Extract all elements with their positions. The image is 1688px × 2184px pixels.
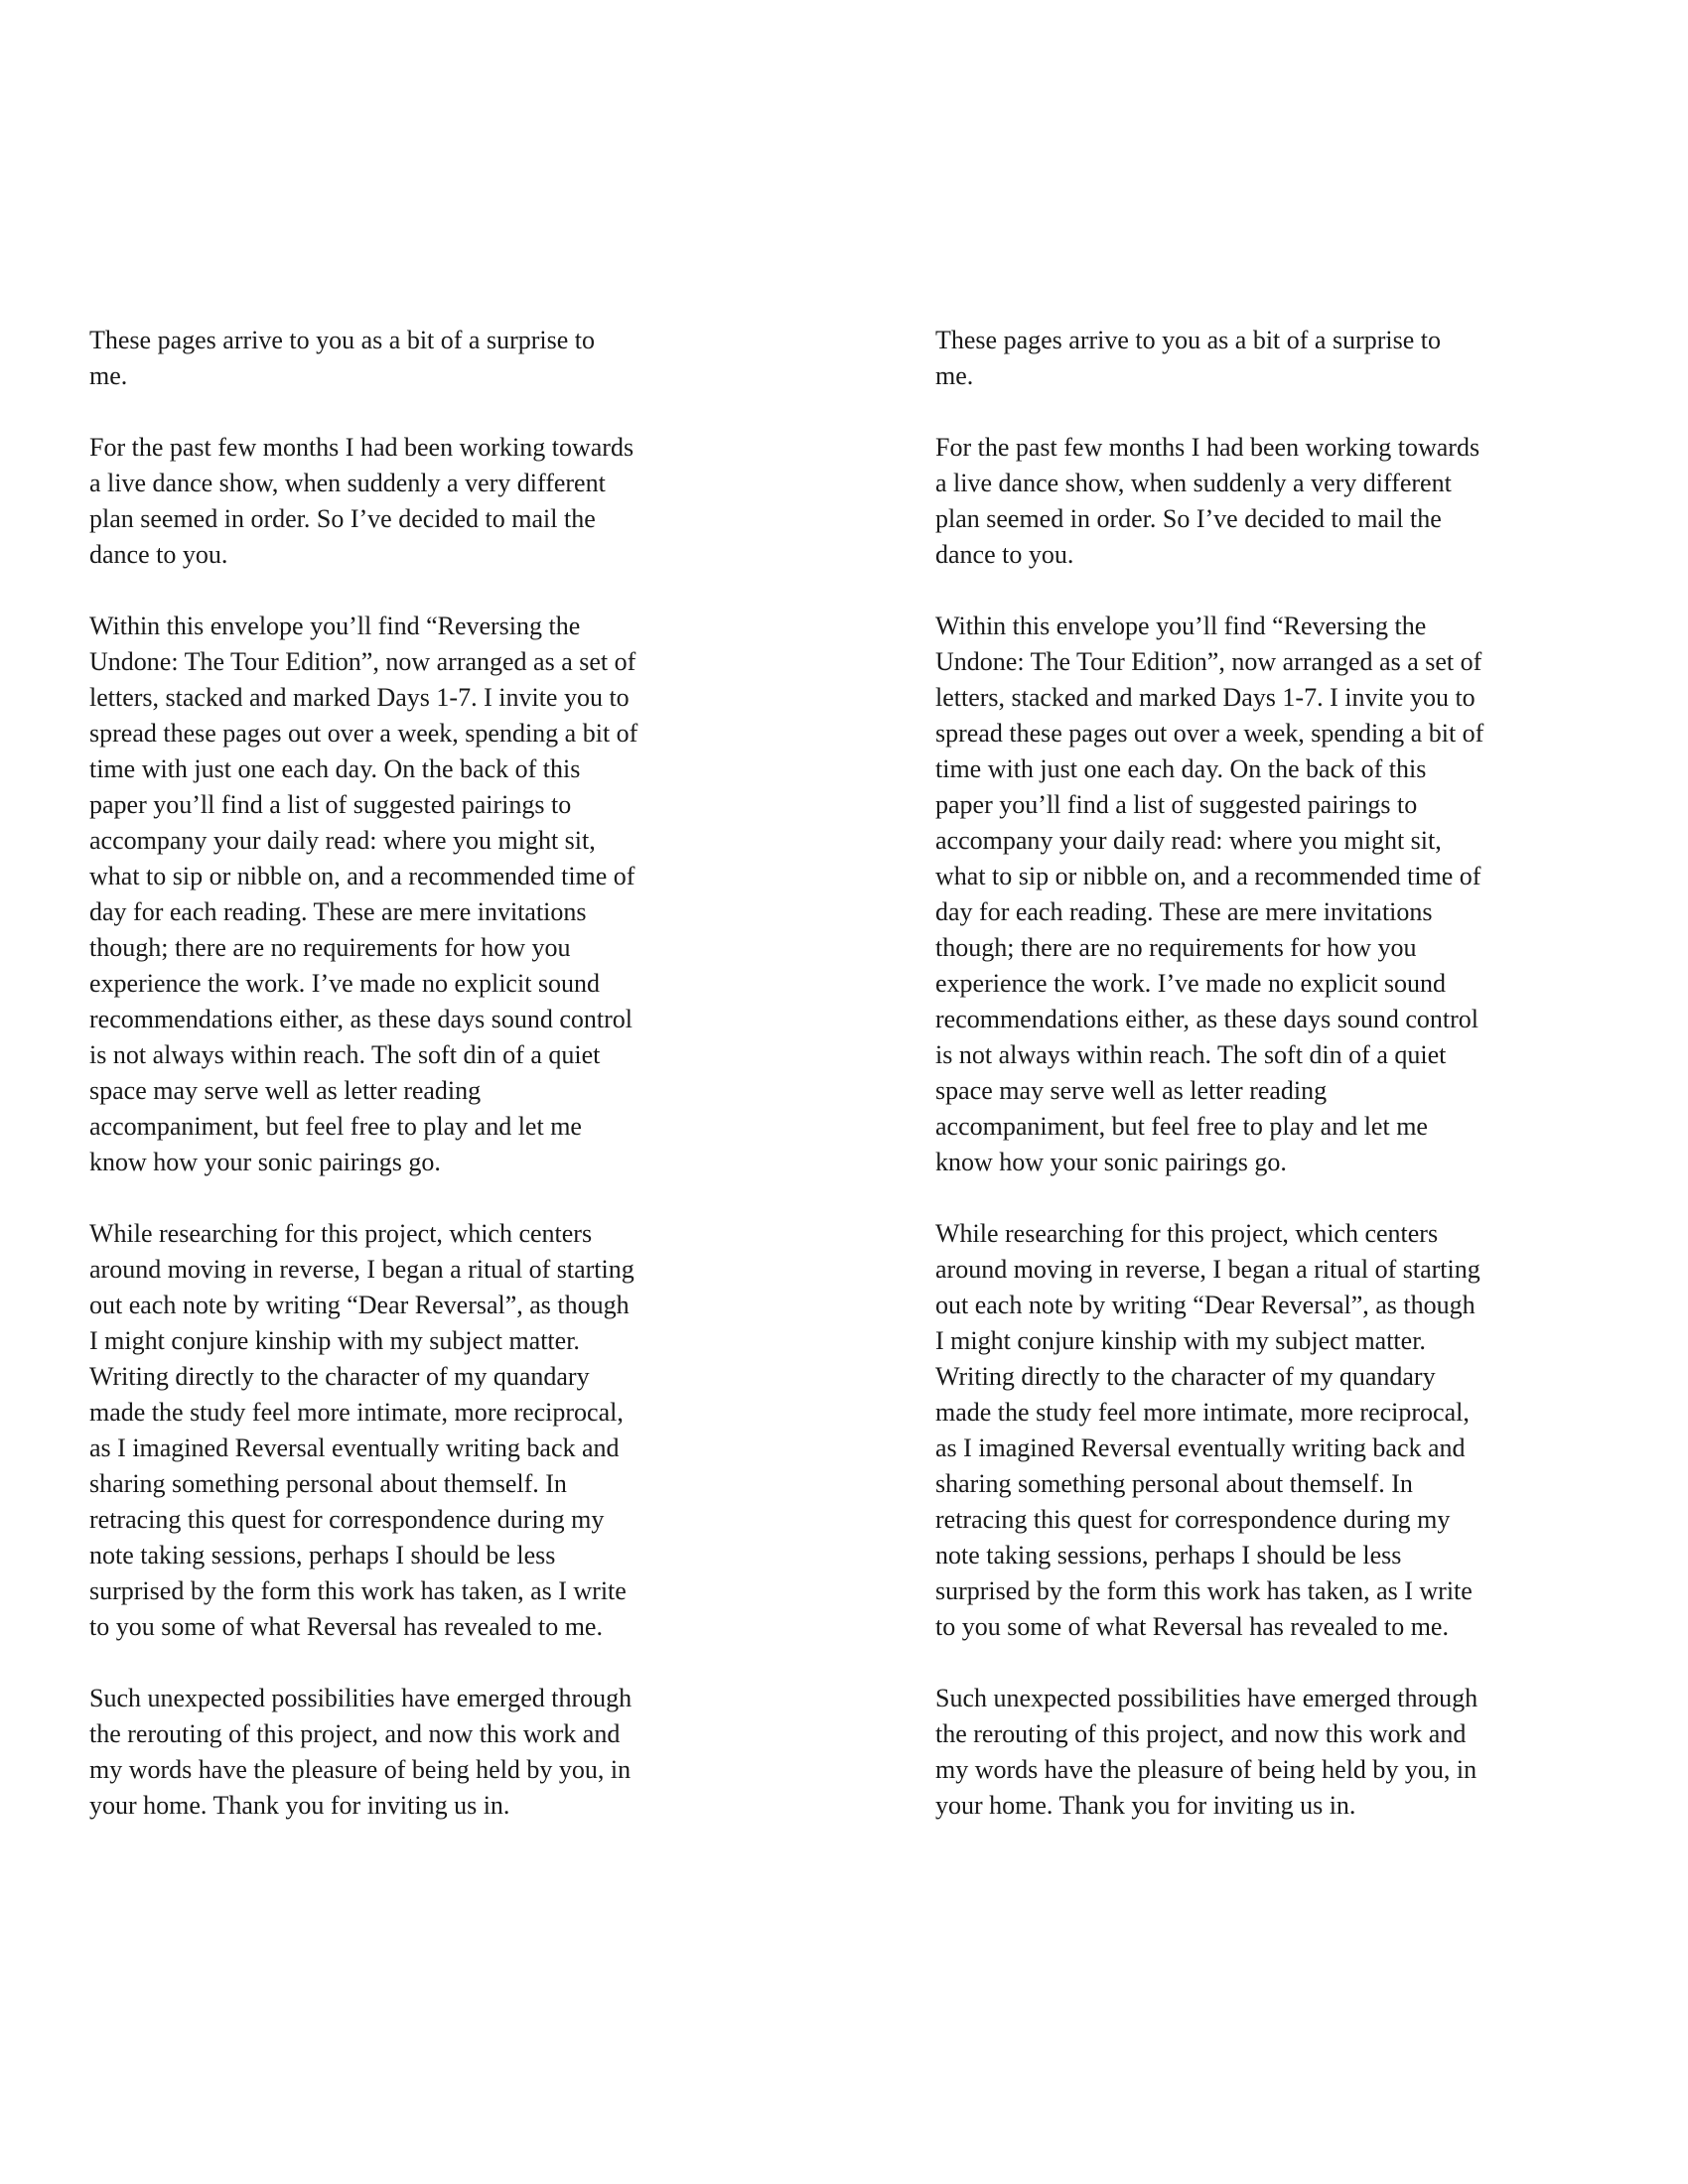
letter-paragraph-intro: These pages arrive to you as a bit of a surprise to me. [935,326,1442,390]
letter-paragraph-closing: Such unexpected possibilities have emerged through the rerouting of this project, and now this work and my words have the pleasure of being held by you, in your home. Thank you for inviting us in. [89,1684,633,1820]
left-letter-column [89,323,804,1859]
letter-paragraph-envelope: Within this envelope you’ll find “Reversing the Undone: The Tour Edition”, now arranged as a set of letters, stacked and marked Days 1-7. I invite you to spread these pages out over a week, spending a bit of time with just one each day. On the back of this paper you’ll find a list of suggested pairings to accompany your daily read: where you might sit, what to sip or nibble on, and a recommended time of day for each reading. These are mere invitations though; there are no requirements for how you experience the work. I’ve made no explicit sound recommendations either, as these days sound control is not always within reach. The soft din of a quiet space may serve well as letter reading accompaniment, but feel free to play and let me know how your sonic pairings go. [89,612,638,1176]
letter-paragraph-research: While researching for this project, which centers around moving in reverse, I began a ritual of starting out each note by writing “Dear Reversal”, as though I might conjure kinship with my subject matter. Writing directly to the character of my quandary made the study feel more intimate, more reciprocal, as I imagined Reversal eventually writing back and sharing something personal about themself. In retracing this quest for correspondence during my note taking sessions, perhaps I should be less surprised by the form this work has taken, as I write to you some of what Reversal has revealed to me. [935,1219,1480,1641]
letter-paragraph-closing: Such unexpected possibilities have emerged through the rerouting of this project, and now this work and my words have the pleasure of being held by you, in your home. Thank you for inviting us in. [935,1684,1478,1820]
letter-paragraph-intro: These pages arrive to you as a bit of a surprise to me. [89,326,596,390]
letter-paragraph-dance-show: For the past few months I had been working towards a live dance show, when suddenly a very different plan seemed in order. So I’ve decided to mail the dance to you. [935,433,1480,569]
letter-paragraph-envelope: Within this envelope you’ll find “Reversing the Undone: The Tour Edition”, now arranged as a set of letters, stacked and marked Days 1-7. I invite you to spread these pages out over a week, spending a bit of time with just one each day. On the back of this paper you’ll find a list of suggested pairings to accompany your daily read: where you might sit, what to sip or nibble on, and a recommended time of day for each reading. These are mere invitations though; there are no requirements for how you experience the work. I’ve made no explicit sound recommendations either, as these days sound control is not always within reach. The soft din of a quiet space may serve well as letter reading accompaniment, but feel free to play and let me know how your sonic pairings go. [935,612,1484,1176]
letter-paragraph-research: While researching for this project, which centers around moving in reverse, I began a ritual of starting out each note by writing “Dear Reversal”, as though I might conjure kinship with my subject matter. Writing directly to the character of my quandary made the study feel more intimate, more reciprocal, as I imagined Reversal eventually writing back and sharing something personal about themself. In retracing this quest for correspondence during my note taking sessions, perhaps I should be less surprised by the form this work has taken, as I write to you some of what Reversal has revealed to me. [89,1219,634,1641]
right-letter-column [935,323,1650,1859]
letter-paragraph-dance-show: For the past few months I had been working towards a live dance show, when suddenly a very different plan seemed in order. So I’ve decided to mail the dance to you. [89,433,634,569]
